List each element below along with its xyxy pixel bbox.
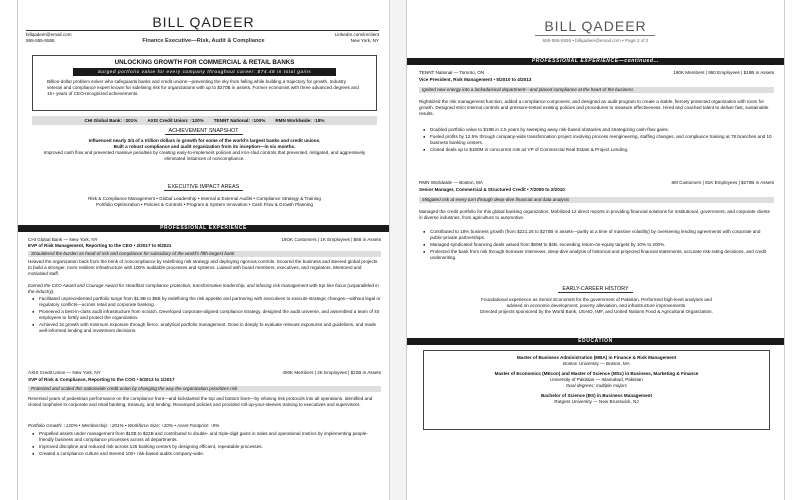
- early-career-line: Foundational experience as Senior Economist for the government of Pakistan. Performed high-level analyses and: [481, 297, 712, 302]
- achievement-heading: ACHIEVEMENT SNAPSHOT: [18, 128, 389, 134]
- impact-area-line: Risk & Compliance Management • Global Leadership • Internal & External Audits • Compliance Strategy & Training: [88, 196, 321, 201]
- degree-name: Master of Economics (MEcon) and Master of Science (MSc) in Business, Marketing & Finance: [494, 371, 699, 376]
- early-career-heading: EARLY-CAREER HISTORY: [407, 286, 784, 292]
- job-summary-band: Mitigated risk at every turn through deep-dive financial and data analysis: [419, 197, 774, 203]
- early-career-line: Directed projects sponsored by the World Bank, USAID, IMF, and United Nations Food & Agricultural Organization.: [480, 309, 713, 314]
- job-description: Rightsized the risk management function, added a compliance component, and designed an audit program to create a stable, fiercely protected organization with room for growth. Designed strict internal controls and pressure-tested existing policies and procedures to measure effectiveness. Hired and coached talent to deliver fast, sustainable results.: [419, 99, 769, 116]
- job-title: Senior Manager, Commercial & Structured Credit • 7/2005 to 2/2010: [419, 187, 565, 192]
- resume-page-2: [406, 0, 785, 500]
- metric-item: TENNT National: ↑100%: [213, 117, 266, 123]
- job-description: Reversed years of pedestrian performance on the compliance front—and kickstarted the top and bottom lines—by infusing risk protocols into all operations. Identified and closed loopholes in corporate and retail banking, treasury, and lending. Revamped policies and provided roll-up-your-sleeves training to executives and supervisors.: [28, 396, 373, 407]
- contact-line: 555-555-5555 • billqadeer@email.com • Page 2 of 2: [542, 38, 649, 43]
- job-bullets: [423, 127, 774, 154]
- experience-header: PROFESSIONAL EXPERIENCE—continued…: [407, 58, 784, 65]
- job-description: Heaved the organization back from the brink of noncompliance by redefining risk strategy and deploying rigorous controls. Scoured the business and steered global projects to build a stronger, more resilient infrastructure with 100% auditable processes and systems. Liaised with board members, executives, and regulators. Mentored and motivated staff.: [28, 259, 378, 276]
- bullet-item: ● Achieved 3x growth with minimum exposure through fierce, analytical portfolio management. Dove in deeply to evaluate relevant exposures and guidelines, and made well-informed lending and investment decisions.: [32, 322, 381, 334]
- education-entry: [424, 393, 769, 405]
- job-header-row: [28, 370, 381, 376]
- achievement-item: Influenced nearly 3/4 of a trillion dollars in growth for some of the world's largest banks and credit unions.: [88, 138, 321, 143]
- education-header: EDUCATION: [407, 338, 784, 345]
- company-name: TENNT National — Toronto, ON: [419, 70, 485, 75]
- candidate-name: BILL QADEER: [152, 14, 255, 30]
- job-title: Vice President, Risk Management • 5/2010 to 4/2013: [419, 77, 532, 82]
- bullet-item: ● Managed syndicated financing deals valued from $50M to $4B, exceeding return-on-equity targets by 10% to 200%.: [423, 242, 774, 248]
- achievement-list: [38, 138, 371, 162]
- job-summary-band: Shouldered the burden as head of risk and compliance for subsidiary of the world's fifth-largest bank: [28, 251, 381, 257]
- job-summary-band: Protected and scaled this nationwide credit union by changing the way the organization prioritizes risk: [28, 386, 381, 392]
- bullet-item: ● Improved discipline and reduced risk across 125 banking centers by designing efficient, repeatable processes.: [32, 444, 381, 450]
- company-name: CHI Global Bank — New York, NY: [28, 237, 98, 242]
- headline-title: UNLOCKING GROWTH FOR COMMERCIAL & RETAIL BANKS: [114, 59, 295, 66]
- name-rule: [535, 35, 655, 36]
- school-name: Boston University — Boston, MA: [563, 361, 630, 366]
- growth-line: Portfolio Growth: ↑120% • Membership: ↑201% • Workforce Size: ↑20% • Asset Footprint: ↑8%: [28, 423, 220, 428]
- degree-name: Master of Business Administration (MBA) in Finance & Risk Management: [516, 355, 677, 360]
- email-text: billqadeer@email.com: [26, 32, 72, 37]
- degree-name: Bachelor of Science (BS) in Business Management: [540, 393, 653, 398]
- name-rule: [26, 30, 379, 31]
- bullet-item: ● Pioneered a best-in-class audit infrastructure from scratch. Developed corporate-aligned compliance strategy, designed the audit universe, and assembled a team of 40 employees to fortify and protect the organization.: [32, 309, 381, 321]
- metric-item: AXIS Credit Union: ↑120%: [147, 117, 204, 123]
- bullet-item: ● Protected the bank from risk through borrower interviews, deep-dive analysis of historical and projected financial statements, accurate risk-rating decisions, and credit underwriting.: [423, 249, 774, 261]
- impact-area-line: Portfolio Optimization • Policies & Controls • Program & System Innovation • Cash Flow & Growth Planning: [96, 202, 313, 207]
- achievement-item: Improved cash flow and prevented massive penalties by creating easy-to-implement policies and iron-clad controls that prevented, mitigated, and aggressively eliminated instances of noncompliance.: [43, 150, 366, 161]
- page-gutter: [390, 0, 406, 500]
- company-stats: 400K Members | 2K Employees | $22B in Assets: [282, 370, 381, 375]
- early-career-text: [415, 297, 778, 315]
- company-stats: 19OK Customers | 1K Employees | $68 in Assets: [281, 237, 381, 242]
- bullet-item: ● Contributed to 18% business growth (from $221.26 to $270B in assets—partly at a time of massive volatility) by overseeing lending agreements with corporate and public-private partnerships.: [423, 229, 774, 241]
- school-name: Rutgers University — New Brunswick, NJ: [554, 399, 639, 404]
- school-name: University of Pakistan — Islamabad, Pakistan: [550, 377, 643, 382]
- linkedin-text: LinkedIn.com/in/client: [334, 32, 379, 37]
- bullet-item: ● Doubled portfolio value to $19B in 2.5 years by sweeping away risk-based obstacles and strategizing cash-flow gains.: [423, 127, 774, 133]
- education-entry: [424, 355, 769, 367]
- early-career-line: advised on economic development, poverty alleviation, and infrastructure improvements.: [506, 303, 687, 308]
- job-bullets: [423, 229, 774, 262]
- bullet-item: ● Propelled assets under management from $10B to $22B and contributed to double- and triple-digit gains in sales and operational metrics by implementing people-friendly business and compliance processes across all departments.: [32, 431, 381, 443]
- bullet-item: ● Facilitated unprecedented portfolio surge from $1.9B to $6B by redefining the risk appetite and partnering with executives to execute strategic changes—without legal or regulatory conflicts—across retail and corporate banking.: [32, 296, 381, 308]
- headline-subbanner: Surged portfolio value for every company throughout career: $74.48 in total gains: [73, 68, 336, 76]
- job-title: SVP of Risk & Compliance, Reporting to the COO • 5/2013 to 1/2017: [28, 377, 175, 382]
- experience-header: PROFESSIONAL EXPERIENCE: [18, 225, 389, 232]
- resume-page-1: [17, 0, 390, 500]
- company-name: AXIS Credit Union — New York, NY: [28, 370, 101, 375]
- headline-box: [32, 55, 377, 111]
- award-text: Earned the CEO Award and Courage Award for steadfast compliance protection, transformative leadership, and infusing risk management with top-line focus (unparalleled in the industry).: [28, 283, 379, 294]
- job-header-row: [419, 70, 774, 76]
- degree-note: Dual degrees; multiple majors: [566, 383, 627, 388]
- achievement-item: Built a robust compliance and audit organization from its inception—in six months.: [113, 144, 296, 149]
- job-bullets: [32, 431, 381, 458]
- job-summary-band: Ignited new energy into a lackadaisical department—and placed compliance at the heart of the business: [419, 87, 774, 93]
- candidate-name: BILL QADEER: [544, 18, 647, 34]
- location-text: New York, NY: [350, 38, 379, 43]
- summary-text: Billion-dollar problem solver who safeguards banks and credit unions—preventing the sky from falling while building a trajectory for growth. Industry veteran and compliance expert known for sidelining risk for organizations with up to $270B in assets. Former economist with three advanced degrees and 15+ years of CEO-recognized achievements.: [47, 79, 359, 96]
- bullet-item: ● Created a compliance culture and steered 100+ risk-based audits company-wide.: [32, 451, 381, 457]
- bullet-item: ● Closed deals up to $180M in concurrent role as VP of Commercial Real Estate & Project Lending.: [423, 147, 774, 153]
- growth-metrics-bar: [32, 116, 377, 125]
- job-title: EVP of Risk Management, Reporting to the CEO • 2/2017 to 9/2021: [28, 243, 172, 248]
- professional-subtitle: Finance Executive—Risk, Audit & Compliance: [142, 38, 265, 44]
- phone-text: 555-555-5555: [26, 38, 55, 43]
- impact-areas-heading: EXECUTIVE IMPACT AREAS: [18, 184, 389, 190]
- impact-areas-list: [28, 196, 381, 208]
- metric-item: CHI Global Bank: ↑201%: [84, 117, 138, 123]
- job-bullets: [32, 296, 381, 335]
- company-name: RMN Worldwide — Boston, MA: [419, 180, 483, 185]
- company-stats: 8M Customers | 91K Employees | $270B in Assets: [671, 180, 774, 185]
- education-entry: [424, 371, 769, 389]
- bullet-item: ● Fueled profits by 12.5% through company-wide transformation project involving process reengineering, staffing changes, and compliance training at 78 branches and 10 business banking centers.: [423, 134, 774, 146]
- education-box: [423, 350, 770, 430]
- job-description: Managed the credit portfolio for this global banking organization. Mobilized 12 direct reports in providing financial solutions for institutional, government, and corporate clients in diverse industries, from agriculture to automotive.: [419, 209, 770, 220]
- company-stats: 190K Members | 950 Employees | $19B in Assets: [673, 70, 774, 75]
- metric-item: RMN Worldwide: ↑18%: [275, 117, 325, 123]
- job-header-row: [419, 180, 774, 186]
